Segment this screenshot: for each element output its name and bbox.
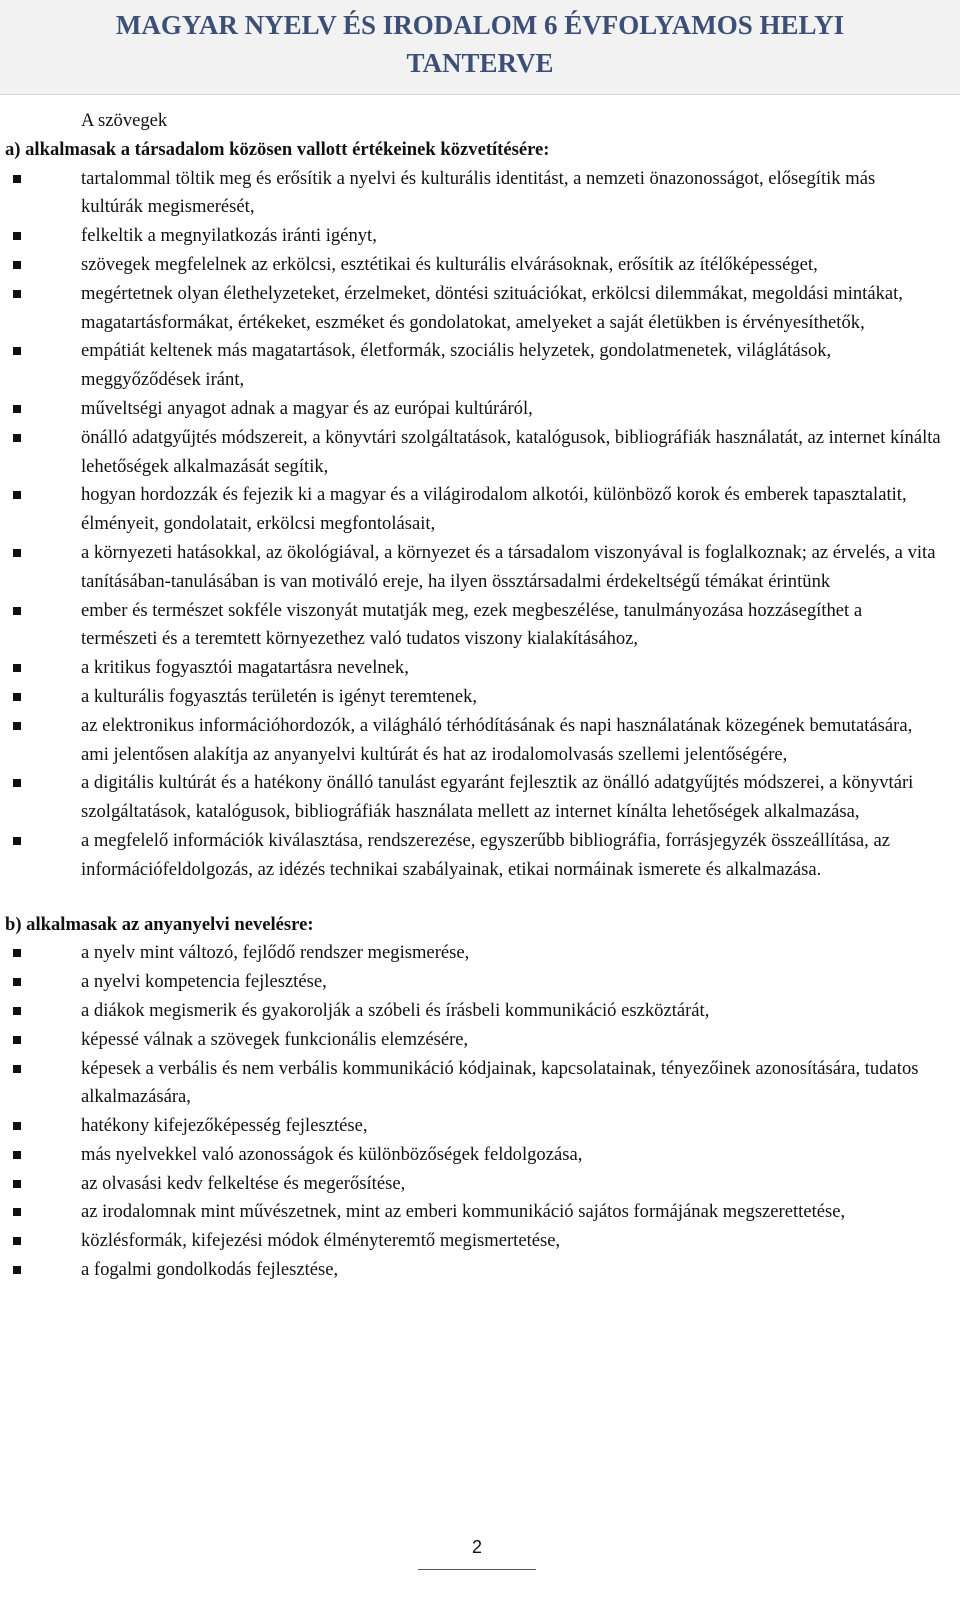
list-item bbox=[5, 481, 941, 539]
list-item bbox=[5, 165, 941, 223]
list-item bbox=[5, 251, 941, 280]
list-item-text: a nyelvi kompetencia fejlesztése, bbox=[81, 971, 327, 993]
square-bullet-icon bbox=[13, 1208, 21, 1216]
page-header bbox=[0, 0, 960, 95]
list-item-text: tartalommal töltik meg és erősítik a nyelvi és kulturális identitást, a nemzeti önazonosságot, elősegítik más kultúrák megismerését, bbox=[81, 167, 876, 218]
list-item bbox=[5, 1141, 941, 1170]
list-item bbox=[5, 1112, 941, 1141]
square-bullet-icon bbox=[13, 722, 21, 730]
section-a-heading: a) alkalmasak a társadalom közösen vallott értékeinek közvetítésére: bbox=[5, 138, 550, 160]
list-item-text: a fogalmi gondolkodás fejlesztése, bbox=[81, 1259, 339, 1281]
square-bullet-icon bbox=[13, 837, 21, 845]
square-bullet-icon bbox=[13, 1065, 21, 1073]
list-item-text: hatékony kifejezőképesség fejlesztése, bbox=[81, 1115, 368, 1137]
square-bullet-icon bbox=[13, 491, 21, 499]
list-item-text: a környezeti hatásokkal, az ökológiával, a környezet és a társadalom viszonyával is foglalkoznak; az érvelés, a vita tanításában-tanulásában is van motiváló ereje, ha ilyen össztársadalmi érdekeltségű témákat érintünk bbox=[81, 541, 936, 592]
list-item bbox=[5, 827, 941, 885]
list-item-text: képesek a verbális és nem verbális kommunikáció kódjainak, kapcsolatainak, tényezőinek azonosítására, tudatos alkalmazására, bbox=[81, 1057, 919, 1108]
list-item-text: a megfelelő információk kiválasztása, rendszerezése, egyszerűbb bibliográfia, forrásjegyzék összeállítása, az információfeldolgozás, az idézés technikai szabályainak, etikai normáinak ismerete és alkalmazása. bbox=[81, 829, 890, 880]
list-item-text: más nyelvekkel való azonosságok és különbözőségek feldolgozása, bbox=[81, 1143, 583, 1165]
square-bullet-icon bbox=[13, 549, 21, 557]
list-item-text: a kulturális fogyasztás területén is igényt teremtenek, bbox=[81, 685, 478, 707]
list-item bbox=[5, 1026, 941, 1055]
square-bullet-icon bbox=[13, 1180, 21, 1188]
list-item bbox=[5, 769, 941, 827]
square-bullet-icon bbox=[13, 347, 21, 355]
square-bullet-icon bbox=[13, 693, 21, 701]
list-item bbox=[5, 654, 941, 683]
square-bullet-icon bbox=[13, 434, 21, 442]
square-bullet-icon bbox=[13, 664, 21, 672]
square-bullet-icon bbox=[13, 1036, 21, 1044]
square-bullet-icon bbox=[13, 1007, 21, 1015]
square-bullet-icon bbox=[13, 949, 21, 957]
square-bullet-icon bbox=[13, 1151, 21, 1159]
list-item-text: a digitális kultúrát és a hatékony önálló tanulást egyaránt fejlesztik az önálló adatgyűjtés módszerei, a könyvtári szolgáltatások, katalógusok, bibliográfiák használata mellett az internet kínálta lehetőségek alkalmazása, bbox=[81, 772, 914, 823]
list-item bbox=[5, 280, 941, 338]
list-item bbox=[5, 1256, 941, 1285]
list-item-text: a diákok megismerik és gyakorolják a szóbeli és írásbeli kommunikáció eszköztárát, bbox=[81, 999, 710, 1021]
square-bullet-icon bbox=[13, 1237, 21, 1245]
list-item bbox=[5, 712, 941, 770]
list-item-text: önálló adatgyűjtés módszereit, a könyvtári szolgáltatások, katalógusok, bibliográfiák használatát, az internet kínálta lehetőségek alkalmazását segítik, bbox=[81, 426, 941, 477]
list-item bbox=[5, 683, 941, 712]
list-item bbox=[5, 597, 941, 655]
square-bullet-icon bbox=[13, 1266, 21, 1274]
list-item bbox=[5, 1198, 941, 1227]
intro-text: A szövegek bbox=[81, 110, 168, 131]
list-item-text: ember és természet sokféle viszonyát mutatják meg, ezek megbeszélése, tanulmányozása hozzásegíthet a természeti és a teremtett környezethez való tudatos viszony kialakításához, bbox=[81, 599, 863, 650]
square-bullet-icon bbox=[13, 1122, 21, 1130]
section-b-heading: b) alkalmasak az anyanyelvi nevelésre: bbox=[5, 913, 314, 935]
list-item-text: felkeltik a megnyilatkozás iránti igényt, bbox=[81, 225, 377, 247]
list-item bbox=[5, 395, 941, 424]
list-item-text: az olvasási kedv felkeltése és megerősítése, bbox=[81, 1172, 406, 1194]
section-a-list bbox=[5, 165, 941, 885]
document-body bbox=[5, 107, 941, 1285]
square-bullet-icon bbox=[13, 232, 21, 240]
list-item-text: közlésformák, kifejezési módok élményteremtő megismertetése, bbox=[81, 1230, 561, 1252]
list-item bbox=[5, 222, 941, 251]
square-bullet-icon bbox=[13, 290, 21, 298]
list-item-text: az elektronikus információhordozók, a világháló térhódításának és napi használatának közegének bemutatására, ami jelentősen alakítja az anyanyelvi kultúrát és hat az irodalomolvasás szellemi jelentőségére, bbox=[81, 714, 913, 765]
list-item bbox=[5, 539, 941, 597]
list-item-text: a kritikus fogyasztói magatartásra nevelnek, bbox=[81, 657, 409, 679]
square-bullet-icon bbox=[13, 607, 21, 615]
list-item-text: műveltségi anyagot adnak a magyar és az európai kultúráról, bbox=[81, 397, 533, 419]
list-item-text: a nyelv mint változó, fejlődő rendszer megismerése, bbox=[81, 942, 470, 964]
list-item bbox=[5, 1055, 941, 1113]
list-item-text: megértetnek olyan élethelyzeteket, érzelmeket, döntési szituációkat, erkölcsi dilemmákat, megoldási mintákat, magatartásformákat, értékeket, eszméket és gondolatokat, amelyeket a saját életükben is érvényesíthetők, bbox=[81, 282, 903, 333]
list-item bbox=[5, 1227, 941, 1256]
square-bullet-icon bbox=[13, 779, 21, 787]
list-item bbox=[5, 424, 941, 482]
page-number: 2 bbox=[471, 1537, 482, 1557]
list-item-text: hogyan hordozzák és fejezik ki a magyar és a világirodalom alkotói, különböző korok és emberek tapasztalatit, élményeit, gondolatait, erkölcsi megfontolásait, bbox=[81, 484, 907, 535]
square-bullet-icon bbox=[13, 405, 21, 413]
footer-rule bbox=[418, 1569, 536, 1570]
list-item bbox=[5, 939, 941, 968]
square-bullet-icon bbox=[13, 175, 21, 183]
list-item-text: empátiát keltenek más magatartások, életformák, szociális helyzetek, gondolatmenetek, világlátások, meggyőződések iránt, bbox=[81, 340, 832, 391]
list-item bbox=[5, 997, 941, 1026]
list-item-text: képessé válnak a szövegek funkcionális elemzésére, bbox=[81, 1028, 469, 1050]
section-b-list bbox=[5, 939, 941, 1285]
list-item bbox=[5, 337, 941, 395]
list-item-text: szövegek megfelelnek az erkölcsi, esztétikai és kulturális elvárásoknak, erősítik az ítélőképességet, bbox=[81, 253, 818, 275]
list-item bbox=[5, 1170, 941, 1199]
list-item bbox=[5, 968, 941, 997]
list-item-text: az irodalomnak mint művészetnek, mint az emberi kommunikáció sajátos formájának megszerettetése, bbox=[81, 1201, 846, 1223]
square-bullet-icon bbox=[13, 978, 21, 986]
document-title: MAGYAR NYELV ÉS IRODALOM 6 ÉVFOLYAMOS HELYI TANTERVE bbox=[115, 10, 845, 78]
square-bullet-icon bbox=[13, 261, 21, 269]
